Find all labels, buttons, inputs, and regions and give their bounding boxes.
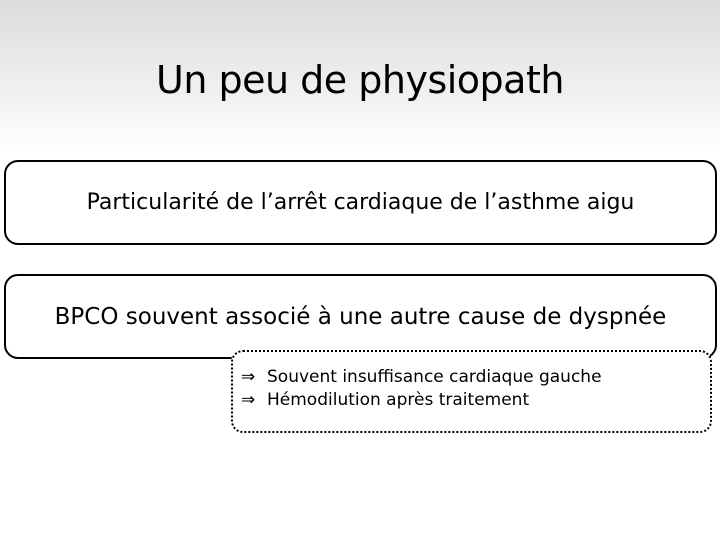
note-text-heart-failure: Souvent insuffisance cardiaque gauche <box>267 367 602 387</box>
note-item-heart-failure <box>241 366 710 389</box>
bpco-dyspnea-box <box>4 274 717 359</box>
bpco-notes-box <box>231 350 712 433</box>
note-text-hemodilution: Hémodilution après traitement <box>267 390 530 410</box>
asthma-cardiac-arrest-text: Particularité de l’arrêt cardiaque de l’asthme aigu <box>86 190 635 215</box>
note-item-hemodilution <box>241 389 710 412</box>
bpco-dyspnea-text: BPCO souvent associé à une autre cause de dyspnée <box>54 303 667 330</box>
slide-title: Un peu de physiopath <box>156 58 564 102</box>
implies-arrow-icon: ⇒ <box>241 390 256 410</box>
asthma-cardiac-arrest-box <box>4 160 717 245</box>
implies-arrow-icon: ⇒ <box>241 367 256 387</box>
